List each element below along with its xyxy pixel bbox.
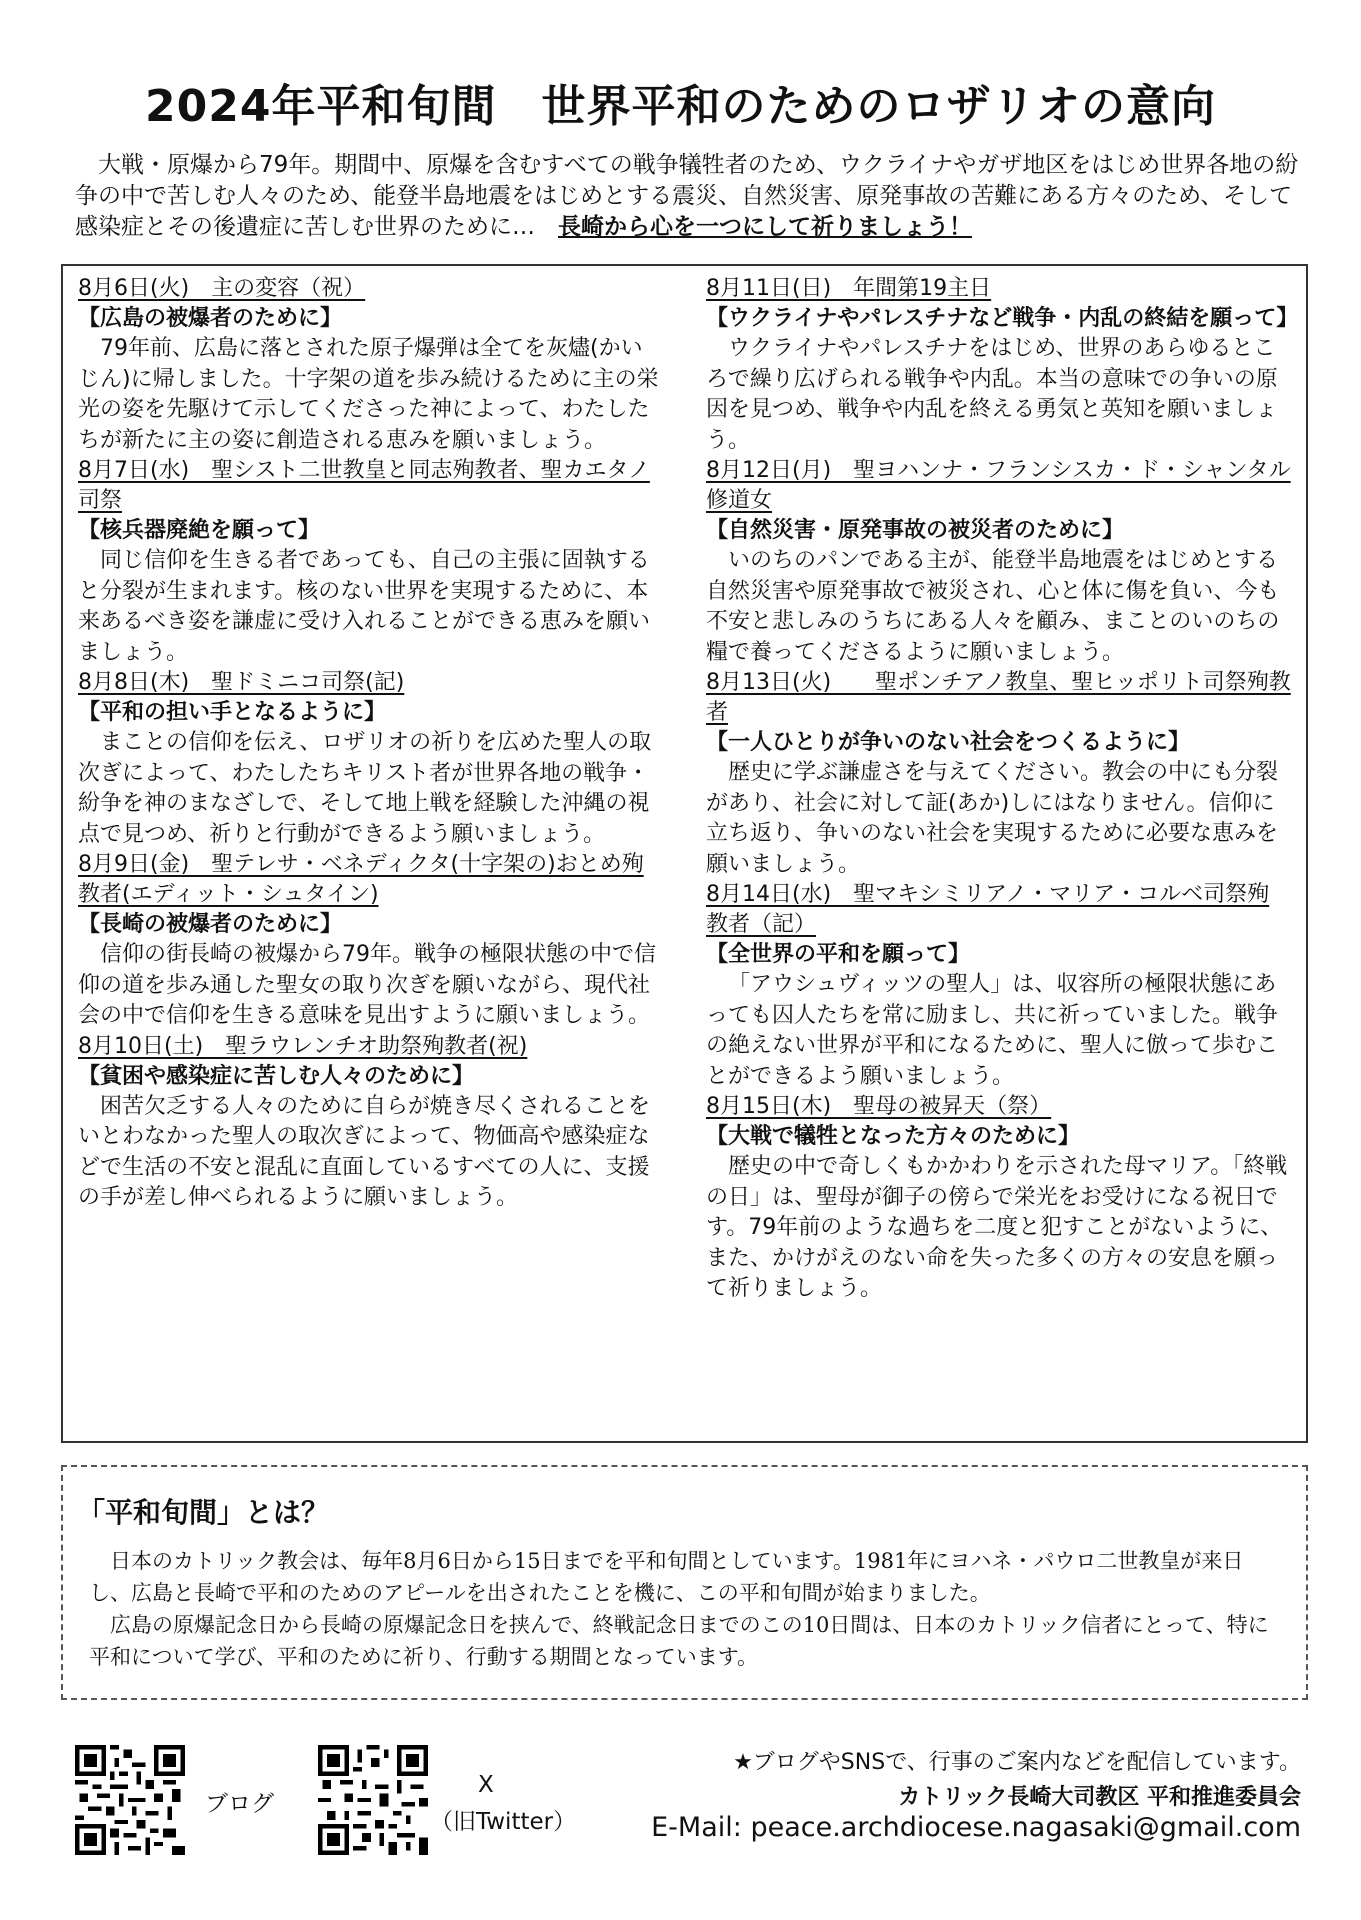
entry-aug-14 [706, 880, 1291, 1092]
about-box [61, 1465, 1308, 1700]
x-qr-code-icon[interactable] [318, 1745, 428, 1855]
entry-date: 8月7日(水) 聖シスト二世教皇と同志殉教者、聖カエタノ司祭 [78, 458, 650, 513]
entry-date: 8月11日(日) 年間第19主日 [706, 276, 992, 301]
x-sub-label: （旧Twitter） [430, 1809, 577, 1835]
entry-text: 歴史の中で奇しくもかかわりを示された母マリア。「終戦の日」は、聖母が御子の傍らで栄光をお受けになる祝日です。79年前のような過ちを二度と犯すことがないように、また、かけがえのない命を失った多くの方々の安息を願って祈りましょう。 [706, 1154, 1288, 1301]
about-paragraph-1: 日本のカトリック教会は、毎年8月6日から15日までを平和旬間としています。1981年にヨハネ・パウロ二世教皇が来日し、広島と長崎で平和のためのアピールを出されたことを機に、この平和旬間が始まりました。 [89, 1549, 1244, 1605]
about-title: 「平和旬間」とは？ [77, 1496, 330, 1529]
entry-theme: 【自然災害・原発事故の被災者のために】 [706, 518, 1125, 543]
sns-notice: ★ブログやSNSで、行事のご案内などを配信しています。 [733, 1750, 1301, 1775]
entry-text: 79年前、広島に落とされた原子爆弾は全てを灰燼(かいじん)に帰しました。十字架の道を歩み続けるために主の栄光の姿を先駆けて示してくださった神によって、わたしたちが新たに主の姿に創造される恵みを願いましょう。 [78, 336, 659, 453]
entry-text: まことの信仰を伝え、ロザリオの祈りを広めた聖人の取次ぎによって、わたしたちキリスト者が世界各地の戦争・紛争を神のまなざしで、そして地上戦を経験した沖縄の視点で見つめ、祈りと行動ができるよう願いましょう。 [78, 730, 652, 847]
intro-text: 大戦・原爆から79年。期間中、原爆を含むすべての戦争犠牲者のため、ウクライナやガザ地区をはじめ世界各地の紛争の中で苦しむ人々のため、能登半島地震をはじめとする震災、自然災害、原発事故の苦難にある方々のため、そして感染症とその後遺症に苦しむ世界のために… [75, 152, 1299, 240]
entry-text: 困苦欠乏する人々のために自らが焼き尽くされることをいとわなかった聖人の取次ぎによって、物価高や感染症などで生活の不安と混乱に直面しているすべての人に、支援の手が差し伸べられるように願いましょう。 [78, 1093, 651, 1210]
entry-theme: 【全世界の平和を願って】 [706, 942, 971, 967]
intro-emphasis: 長崎から心を一つにして祈りましょう！ [558, 214, 972, 240]
left-column [78, 274, 663, 1214]
entry-text: 同じ信仰を生きる者であっても、自己の主張に固執すると分裂が生まれます。核のない世界を実現するために、本来あるべき姿を謙虚に受け入れることができる恵みを願いましょう。 [78, 548, 651, 665]
entry-aug-15 [706, 1092, 1291, 1305]
entry-date: 8月13日(火) 聖ポンチアノ教皇、聖ヒッポリト司祭殉教者 [706, 670, 1291, 725]
entry-aug-11 [706, 274, 1299, 456]
intentions-box [61, 264, 1308, 1443]
entry-theme: 【一人ひとりが争いのない社会をつくるように】 [706, 730, 1191, 755]
entry-text: 歴史に学ぶ謙虚さを与えてください。教会の中にも分裂があり、社会に対して証(あか)しにはなりません。信仰に立ち返り、争いのない社会を実現するために必要な恵みを願いましょう。 [706, 760, 1279, 877]
page-title: 2024年平和旬間 世界平和のためのロザリオの意向 [144, 81, 1217, 132]
entry-aug-6 [78, 274, 663, 456]
email-address[interactable]: E-Mail: peace.archdiocese.nagasaki@gmail.com [651, 1812, 1301, 1843]
intro-paragraph [75, 150, 1300, 243]
entry-text: ウクライナやパレスチナをはじめ、世界のあらゆるところで繰り広げられる戦争や内乱。本当の意味での争いの原因を見つめ、戦争や内乱を終える勇気と英知を願いましょう。 [706, 336, 1278, 453]
entry-date: 8月12日(月) 聖ヨハンナ・フランシスカ・ド・シャンタル修道女 [706, 458, 1291, 513]
entry-theme: 【貧困や感染症に苦しむ人々のために】 [78, 1063, 475, 1089]
x-label: X [478, 1772, 494, 1798]
about-text [89, 1545, 1284, 1673]
entry-text: 信仰の街長崎の被爆から79年。戦争の極限状態の中で信仰の道を歩み通した聖女の取り次ぎを願いながら、現代社会の中で信仰を生きる意味を見出すように願いましょう。 [78, 942, 656, 1028]
entry-aug-10 [78, 1032, 663, 1214]
entry-date: 8月10日(土) 聖ラウレンチオ助祭殉教者(祝) [78, 1033, 528, 1059]
blog-qr-code-icon[interactable] [75, 1745, 185, 1855]
blog-label: ブログ [205, 1791, 274, 1817]
about-paragraph-2: 広島の原爆記念日から長崎の原爆記念日を挟んで、終戦記念日までのこの10日間は、日本のカトリック信者にとって、特に平和について学び、平和のために祈り、行動する期間となっています。 [89, 1613, 1269, 1669]
entry-theme: 【ウクライナやパレスチナなど戦争・内乱の終結を願って】 [706, 306, 1299, 331]
organization-name: カトリック長崎大司教区 平和推進委員会 [898, 1785, 1301, 1810]
entry-date: 8月8日(木) 聖ドミニコ司祭(記) [78, 670, 405, 695]
entry-aug-9 [78, 850, 663, 1032]
right-column [706, 274, 1299, 1305]
entry-text: 「アウシュヴィッツの聖人」は、収容所の極限状態にあっても囚人たちを常に励まし、共に祈っていました。戦争の絶えない世界が平和になるために、聖人に倣って歩むことができるよう願いましょう。 [706, 972, 1279, 1089]
entry-aug-7 [78, 456, 663, 668]
entry-date: 8月15日(木) 聖母の被昇天（祭） [706, 1094, 1052, 1119]
entry-aug-13 [706, 668, 1291, 880]
entry-date: 8月6日(火) 主の変容（祝） [78, 276, 366, 301]
entry-text: いのちのパンである主が、能登半島地震をはじめとする自然災害や原発事故で被災され、心と体に傷を負い、今も不安と悲しみのうちにある人々を顧み、まことのいのちの糧で養ってくださるように願いましょう。 [706, 548, 1280, 665]
entry-theme: 【大戦で犠牲となった方々のために】 [706, 1124, 1081, 1149]
entry-aug-12 [706, 456, 1291, 668]
entry-date: 8月14日(水) 聖マキシミリアノ・マリア・コルベ司祭殉教者（記） [706, 882, 1270, 937]
entry-aug-8 [78, 668, 663, 850]
entry-theme: 【核兵器廃絶を願って】 [78, 518, 321, 543]
entry-theme: 【長崎の被爆者のために】 [78, 912, 343, 937]
entry-date: 8月9日(金) 聖テレサ・ベネディクタ(十字架の)おとめ殉教者(エディット・シュタイン) [78, 852, 644, 907]
entry-theme: 【広島の被爆者のために】 [78, 306, 343, 331]
entry-theme: 【平和の担い手となるように】 [78, 700, 387, 725]
